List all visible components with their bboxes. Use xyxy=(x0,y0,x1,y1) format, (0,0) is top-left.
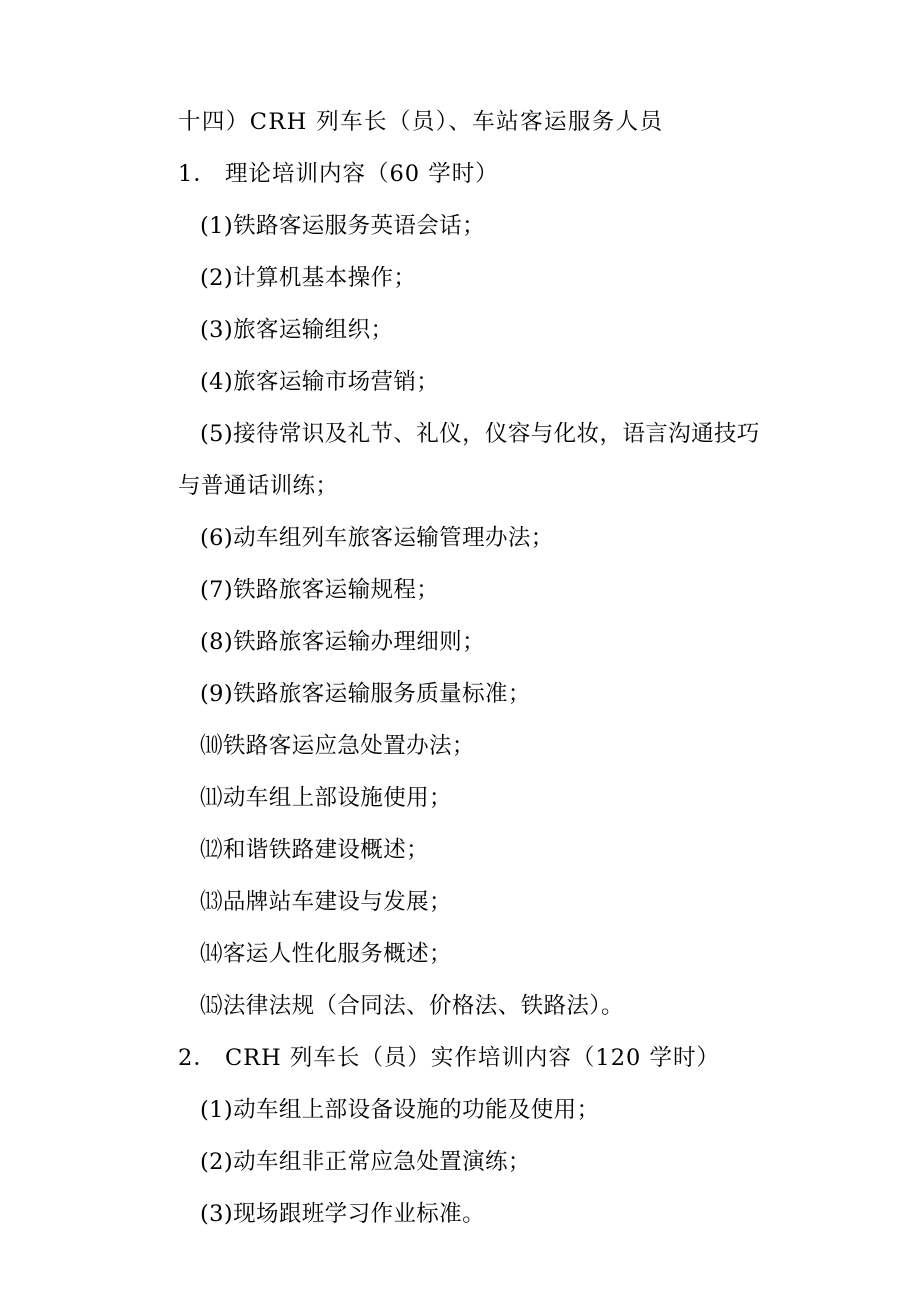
section-heading: 十四）CRH 列车长（员）、车站客运服务人员 xyxy=(178,109,664,135)
list-item: (1)铁路客运服务英语会话； xyxy=(200,213,485,239)
list-item: ⒀品牌站车建设与发展； xyxy=(200,889,452,915)
list-item: (3)现场跟班学习作业标准。 xyxy=(200,1201,485,1227)
list-item: ⑿和谐铁路建设概述； xyxy=(200,837,430,863)
list-item: (5)接待常识及礼节、礼仪，仪容与化妆，语言沟通技巧 xyxy=(200,421,760,447)
list-item: ⑽铁路客运应急处置办法； xyxy=(200,733,475,759)
list-item: (4)旅客运输市场营销； xyxy=(200,369,440,395)
list-item: (2)计算机基本操作； xyxy=(200,265,417,291)
list-item: ⒁客运人性化服务概述； xyxy=(200,941,452,967)
list-item: (7)铁路旅客运输规程； xyxy=(200,577,440,603)
list-item: (1)动车组上部设备设施的功能及使用； xyxy=(200,1097,600,1123)
list-item: (6)动车组列车旅客运输管理办法； xyxy=(200,525,554,551)
list-item: ⑾动车组上部设施使用； xyxy=(200,785,452,811)
list-item: (9)铁路旅客运输服务质量标准； xyxy=(200,681,531,707)
subsection-heading-practical: 2． CRH 列车长（员）实作培训内容（120 学时） xyxy=(178,1045,720,1071)
list-item: ⒂法律法规（合同法、价格法、铁路法）。 xyxy=(200,993,624,1019)
list-item: (8)铁路旅客运输办理细则； xyxy=(200,629,485,655)
list-item: (2)动车组非正常应急处置演练； xyxy=(200,1149,531,1175)
list-item-continuation: 与普通话训练； xyxy=(178,473,339,499)
list-item: (3)旅客运输组织； xyxy=(200,317,394,343)
subsection-heading-theory: 1． 理论培训内容（60 学时） xyxy=(178,161,499,187)
